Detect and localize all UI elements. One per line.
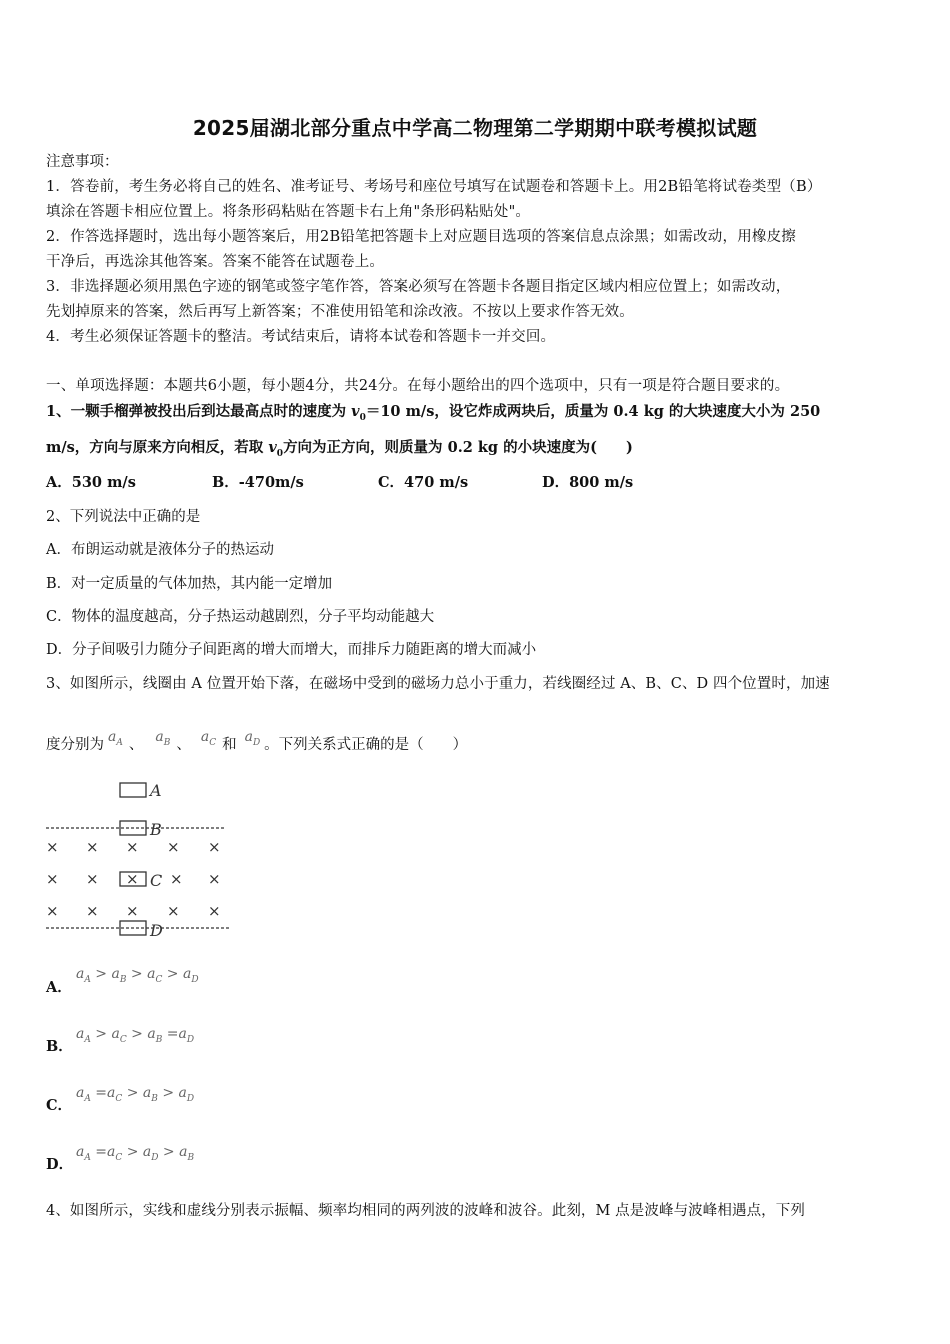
q3-separator: 、 [128, 737, 144, 753]
q1-option-a[interactable]: A．530 m/s [46, 474, 136, 491]
q3-option-d-formula: $a_A =a_C > a_D > a_B$ [76, 1144, 195, 1163]
field-mark: × [126, 870, 139, 888]
q3-stem-line2 [46, 729, 468, 761]
q1-option-d[interactable]: D．800 m/s [542, 474, 634, 491]
q1-text: ＝10 m/s，设它炸成两块后，质量为 0.4 kg 的大块速度大小为 250 [365, 403, 821, 420]
q2-option-d[interactable]: D．分子间吸引力随分子间距离的增大而增大，而排斥力随距离的增大而减小 [46, 642, 537, 658]
q1-stem-line1 [46, 402, 820, 428]
field-mark: × [86, 838, 99, 856]
q3-option-a[interactable] [46, 978, 72, 998]
q1-v0-subscript: 0 [359, 412, 366, 423]
field-mark: × [126, 902, 139, 920]
q3-text: 。下列关系式正确的是（ ） [264, 737, 468, 753]
q3-stem-line1: 3、如图所示，线圈由 A 位置开始下落，在磁场中受到的磁场力总小于重力，若线圈经过 A、B、C、D 四个位置时，加速 [46, 676, 830, 692]
q1-option-b[interactable]: B．-470m/s [212, 474, 304, 491]
field-mark: × [208, 838, 221, 856]
field-mark: × [86, 870, 99, 888]
section-heading: 一、单项选择题：本题共6小题，每小题4分，共24分。在每小题给出的四个选项中，只有一项是符合题目要求的。 [46, 378, 790, 394]
q3-and: 和 [222, 737, 237, 753]
q3-field-diagram [44, 775, 244, 945]
q3-option-letter: B． [46, 1038, 73, 1055]
q1-v0-subscript: 0 [276, 448, 284, 459]
q1-v0-symbol: v [351, 403, 360, 420]
page-title: 2025届湖北部分重点中学高二物理第二学期期中联考模拟试题 [192, 116, 758, 140]
q1-text: m/s，方向与原来方向相反，若取 [46, 439, 269, 456]
q4-stem-line1: 4、如图所示，实线和虚线分别表示振幅、频率均相同的两列波的波峰和波谷。此刻，M 点是波峰与波峰相遇点，下列 [46, 1203, 805, 1219]
notice-line: 4．考生必须保证答题卡的整洁。考试结束后，请将本试卷和答题卡一并交回。 [46, 329, 556, 345]
q2-stem: 2、下列说法中正确的是 [46, 509, 201, 525]
notice-line: 2．作答选择题时，选出每小题答案后，用2B铅笔把答题卡上对应题目选项的答案信息点涂黑；如需改动，用橡皮擦 [46, 229, 797, 245]
notice-line: 1．答卷前，考生务必将自己的姓名、准考证号、考场号和座位号填写在试题卷和答题卡上。用2B铅笔将试卷类型（B） [46, 179, 822, 195]
q3-option-letter: A． [46, 979, 72, 996]
q3-option-d[interactable] [46, 1155, 73, 1175]
field-mark: × [208, 870, 221, 888]
q3-acc-a: $a_A$ [108, 729, 123, 748]
q1-option-c[interactable]: C．470 m/s [378, 474, 469, 491]
q3-acc-b: $a_B$ [155, 729, 171, 748]
q1-text: 方向为正方向，则质量为 0.2 kg 的小块速度为( ) [283, 439, 633, 456]
q2-option-b[interactable]: B．对一定质量的气体加热，其内能一定增加 [46, 576, 333, 592]
q3-option-letter: D． [46, 1156, 74, 1173]
q1-stem-line2 [46, 438, 633, 464]
label-b: B [150, 820, 162, 839]
coil-a [120, 783, 146, 797]
field-mark: × [208, 902, 221, 920]
label-c: C [150, 871, 163, 890]
q2-option-a[interactable]: A．布朗运动就是液体分子的热运动 [46, 542, 274, 558]
field-mark: × [167, 838, 180, 856]
label-d: D [150, 921, 163, 940]
q3-separator: 、 [176, 737, 191, 753]
q3-option-letter: C． [46, 1097, 73, 1114]
field-mark: × [126, 838, 139, 856]
q3-option-a-formula: $a_A > a_B > a_C > a_D$ [76, 966, 199, 985]
field-mark: × [46, 902, 59, 920]
notice-line: 先划掉原来的答案，然后再写上新答案；不准使用铅笔和涂改液。不按以上要求作答无效。 [46, 304, 634, 320]
notice-line: 3．非选择题必须用黑色字迹的钢笔或签字笔作答，答案必须写在答题卡各题目指定区域内相应位置上；如需改动， [46, 279, 791, 295]
q3-option-b-formula: $a_A > a_C > a_B =a_D$ [76, 1026, 195, 1045]
q3-acc-d: $a_D$ [244, 729, 261, 748]
q3-option-c[interactable] [46, 1096, 72, 1116]
notice-line: 干净后，再选涂其他答案。答案不能答在试题卷上。 [46, 254, 385, 270]
label-a: A [150, 781, 162, 800]
q3-option-c-formula: $a_A =a_C > a_B > a_D$ [76, 1085, 195, 1104]
q1-v0-symbol: v [268, 439, 277, 456]
notice-heading: 注意事项： [46, 154, 119, 170]
field-mark: × [167, 902, 180, 920]
q3-option-b[interactable] [46, 1037, 73, 1057]
field-mark: × [86, 902, 99, 920]
notice-line: 填涂在答题卡相应位置上。将条形码粘贴在答题卡右上角"条形码粘贴处"。 [46, 204, 531, 220]
field-mark: × [46, 870, 59, 888]
field-mark: × [170, 870, 183, 888]
q3-text: 度分别为 [46, 737, 104, 753]
q3-acc-c: $a_C$ [200, 729, 217, 748]
q2-option-c[interactable]: C．物体的温度越高，分子热运动越剧烈，分子平均动能越大 [46, 609, 435, 625]
field-mark: × [46, 838, 59, 856]
field-marks [46, 838, 221, 920]
q1-text: 1、一颗手榴弹被投出后到达最高点时的速度为 [46, 403, 352, 420]
